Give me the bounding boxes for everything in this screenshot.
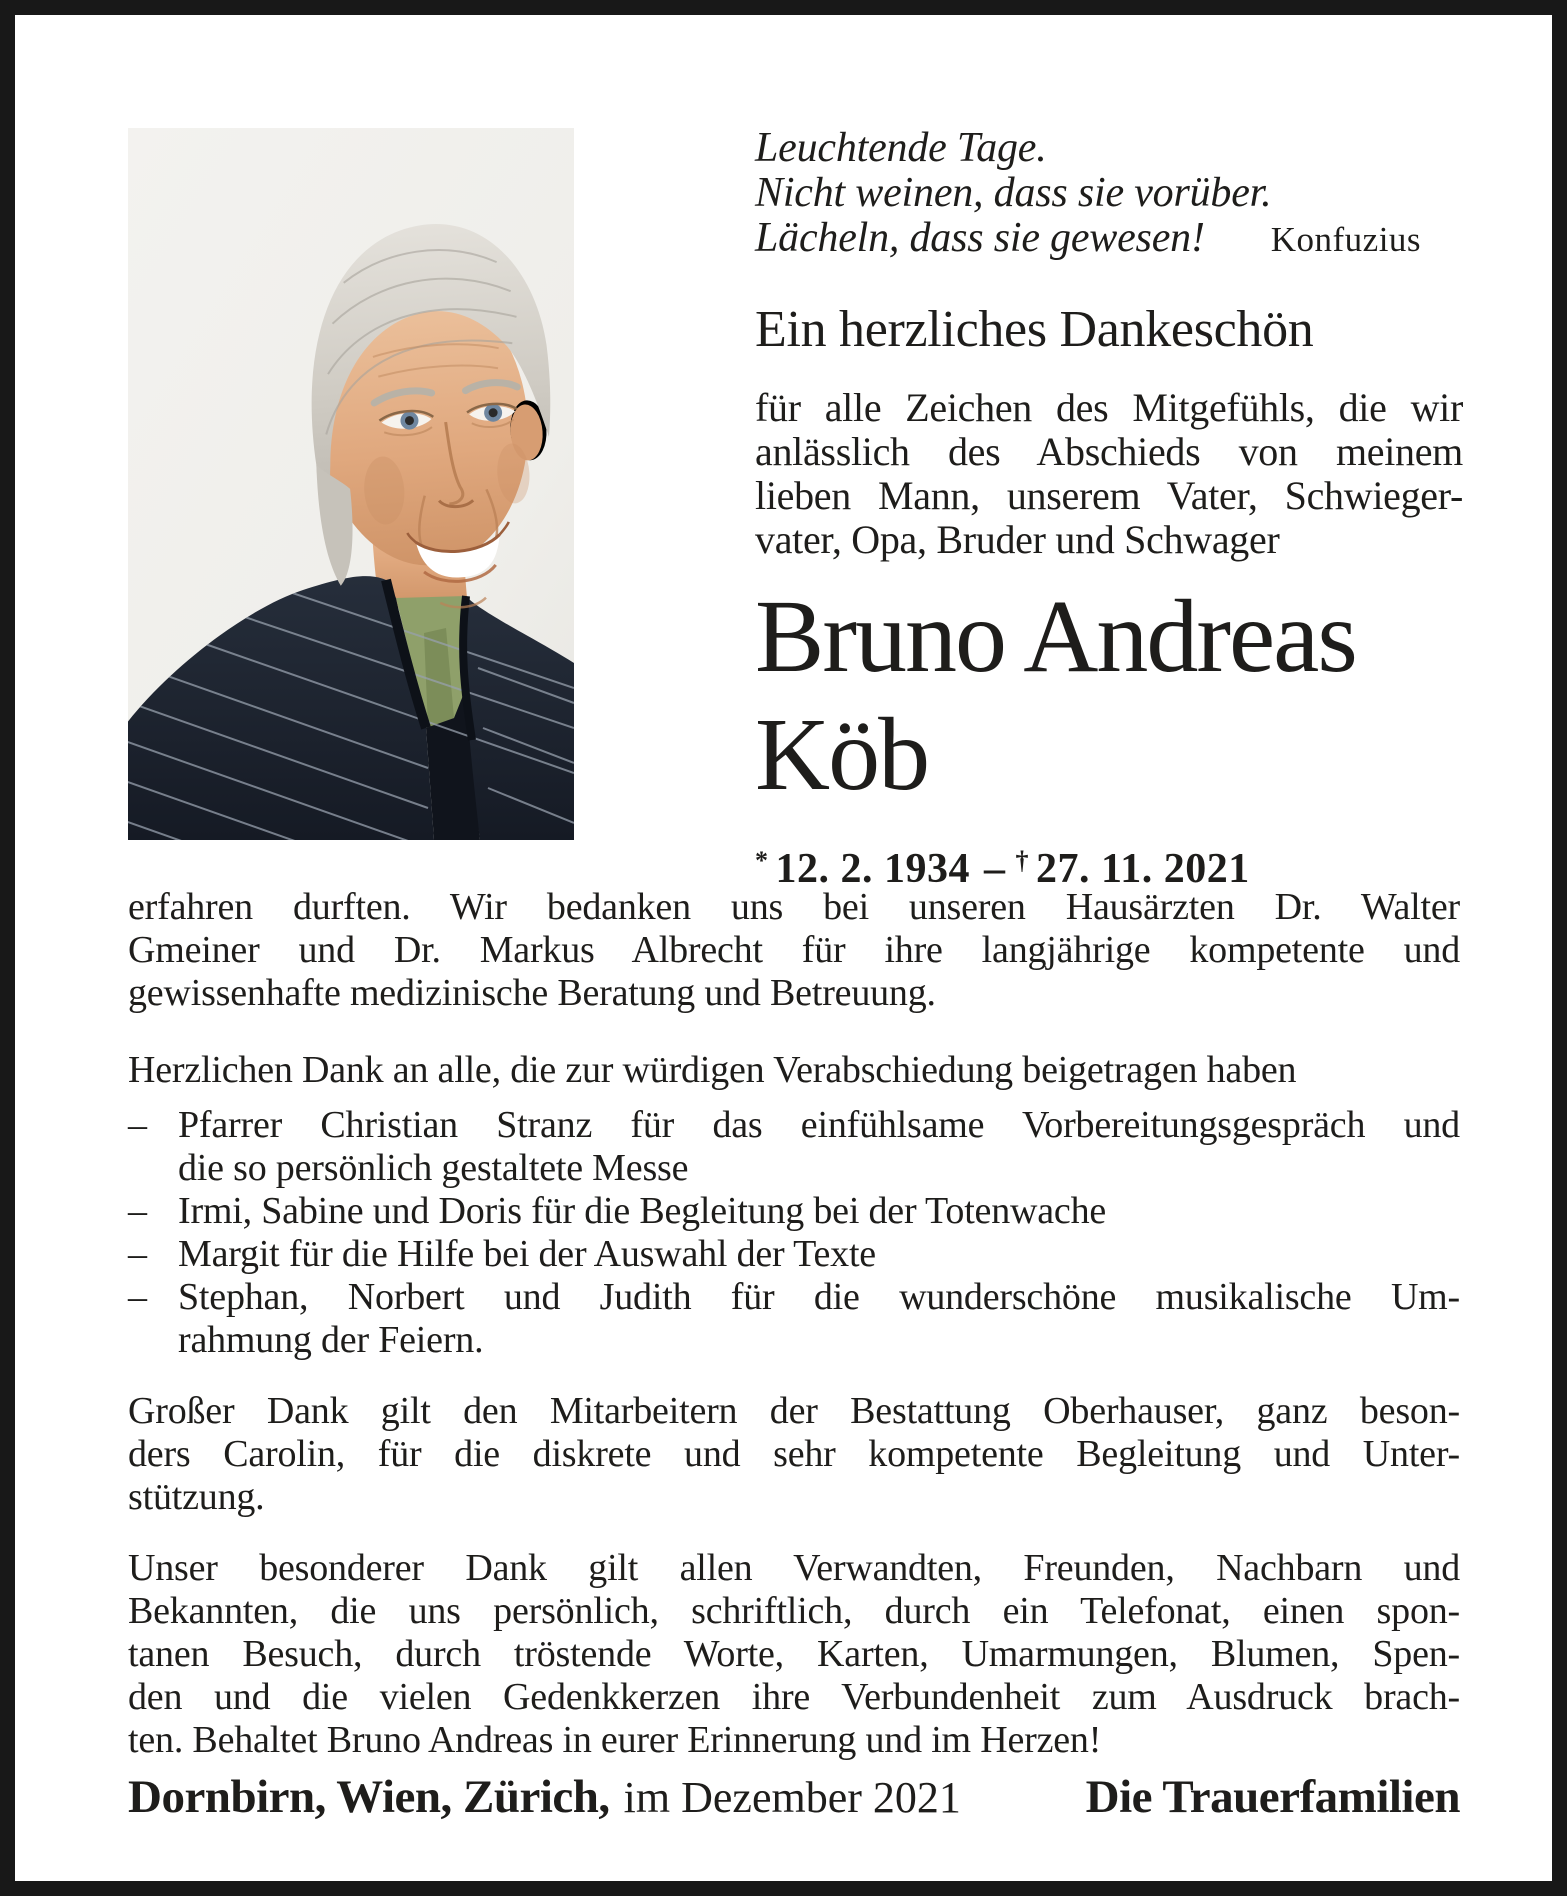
deceased-name	[755, 578, 1463, 814]
body-line: tanen Besuch, durch tröstende Worte, Karten, Umarmungen, Blumen, Spen-	[128, 1633, 1460, 1675]
birth-date: 12. 2. 1934	[775, 846, 971, 893]
body-line: Großer Dank gilt den Mitarbeitern der Bestattung Oberhauser, ganz beson-	[128, 1390, 1460, 1432]
list-line: Stephan, Norbert und Judith für die wunderschöne musikalische Um-	[178, 1276, 1460, 1318]
acknowledgement-paragraph	[128, 886, 1460, 1015]
footer	[128, 1772, 1460, 1823]
main-text	[128, 886, 1460, 1762]
death-date: 27. 11. 2021	[1036, 846, 1250, 893]
list-item	[128, 1104, 1460, 1190]
deceased-name-line: Bruno Andreas	[755, 579, 1356, 694]
thanks-heading: Ein herzliches Dankeschön	[755, 301, 1314, 358]
quote-block	[755, 126, 1463, 262]
body-line: gewissenhafte medizinische Beratung und Betreuung.	[128, 972, 936, 1014]
body-line: Gmeiner und Dr. Markus Albrecht für ihre langjährige kompetente und	[128, 929, 1460, 971]
portrait-illustration	[128, 128, 574, 840]
list-line: rahmung der Feiern.	[178, 1319, 484, 1361]
list-dash: –	[128, 1104, 147, 1146]
birth-symbol: *	[755, 846, 769, 875]
quote-line: Leuchtende Tage.	[755, 125, 1047, 171]
intro-line: für alle Zeichen des Mitgefühls, die wir	[755, 385, 1463, 430]
deceased-name-line: Köb	[755, 697, 929, 812]
list-dash: –	[128, 1276, 147, 1318]
body-line: stützung.	[128, 1476, 265, 1518]
footer-signature: Die Trauerfamilien	[1085, 1771, 1460, 1823]
death-symbol: †	[1015, 846, 1030, 875]
list-dash: –	[128, 1190, 147, 1232]
quote-line: Nicht weinen, dass sie vorüber.	[755, 170, 1272, 216]
thanks-intro-line: Herzlichen Dank an alle, die zur würdigen Verabschiedung beigetragen haben	[128, 1049, 1297, 1091]
list-item	[128, 1276, 1460, 1362]
body-line: ten. Behaltet Bruno Andreas in eurer Erinnerung und im Herzen!	[128, 1719, 1102, 1761]
body-line: Bekannten, die uns persönlich, schriftlich, durch ein Telefonat, einen spon-	[128, 1590, 1460, 1632]
list-line: Margit für die Hilfe bei der Auswahl der Texte	[178, 1233, 876, 1275]
quote-attribution: Konfuzius	[1270, 220, 1422, 259]
body-line: ders Carolin, für die diskrete und sehr kompetente Begleitung und Unter-	[128, 1433, 1460, 1475]
list-line: die so persönlich gestaltete Messe	[178, 1147, 689, 1189]
intro-line: vater, Opa, Bruder und Schwager	[755, 517, 1280, 562]
footer-left	[128, 1772, 961, 1823]
right-column	[755, 126, 1463, 892]
quote-line: Lächeln, dass sie gewesen!	[755, 215, 1205, 261]
body-line: erfahren durften. Wir bedanken uns bei unseren Hausärzten Dr. Walter	[128, 886, 1460, 928]
list-dash: –	[128, 1233, 147, 1275]
dates-separator: –	[984, 846, 1006, 893]
footer-date: im Dezember 2021	[623, 1773, 961, 1822]
intro-line: lieben Mann, unserem Vater, Schwieger-	[755, 473, 1463, 518]
list-item	[128, 1190, 1460, 1233]
body-line: den und die vielen Gedenkkerzen ihre Verbundenheit zum Ausdruck brach-	[128, 1676, 1460, 1718]
intro-line: anlässlich des Abschieds von meinem	[755, 429, 1463, 474]
list-line: Irmi, Sabine und Doris für die Begleitung bei der Totenwache	[178, 1190, 1107, 1232]
funeral-home-paragraph	[128, 1390, 1460, 1519]
body-line: Unser besonderer Dank gilt allen Verwandten, Freunden, Nachbarn und	[128, 1547, 1460, 1589]
community-paragraph	[128, 1547, 1460, 1762]
thanks-list	[128, 1104, 1460, 1362]
intro-paragraph	[755, 386, 1463, 562]
footer-places: Dornbirn, Wien, Zürich,	[128, 1771, 610, 1823]
list-item	[128, 1233, 1460, 1276]
life-dates	[755, 838, 1463, 892]
portrait-photo	[128, 128, 574, 840]
list-line: Pfarrer Christian Stranz für das einfühlsame Vorbereitungsgespräch und	[178, 1104, 1460, 1146]
